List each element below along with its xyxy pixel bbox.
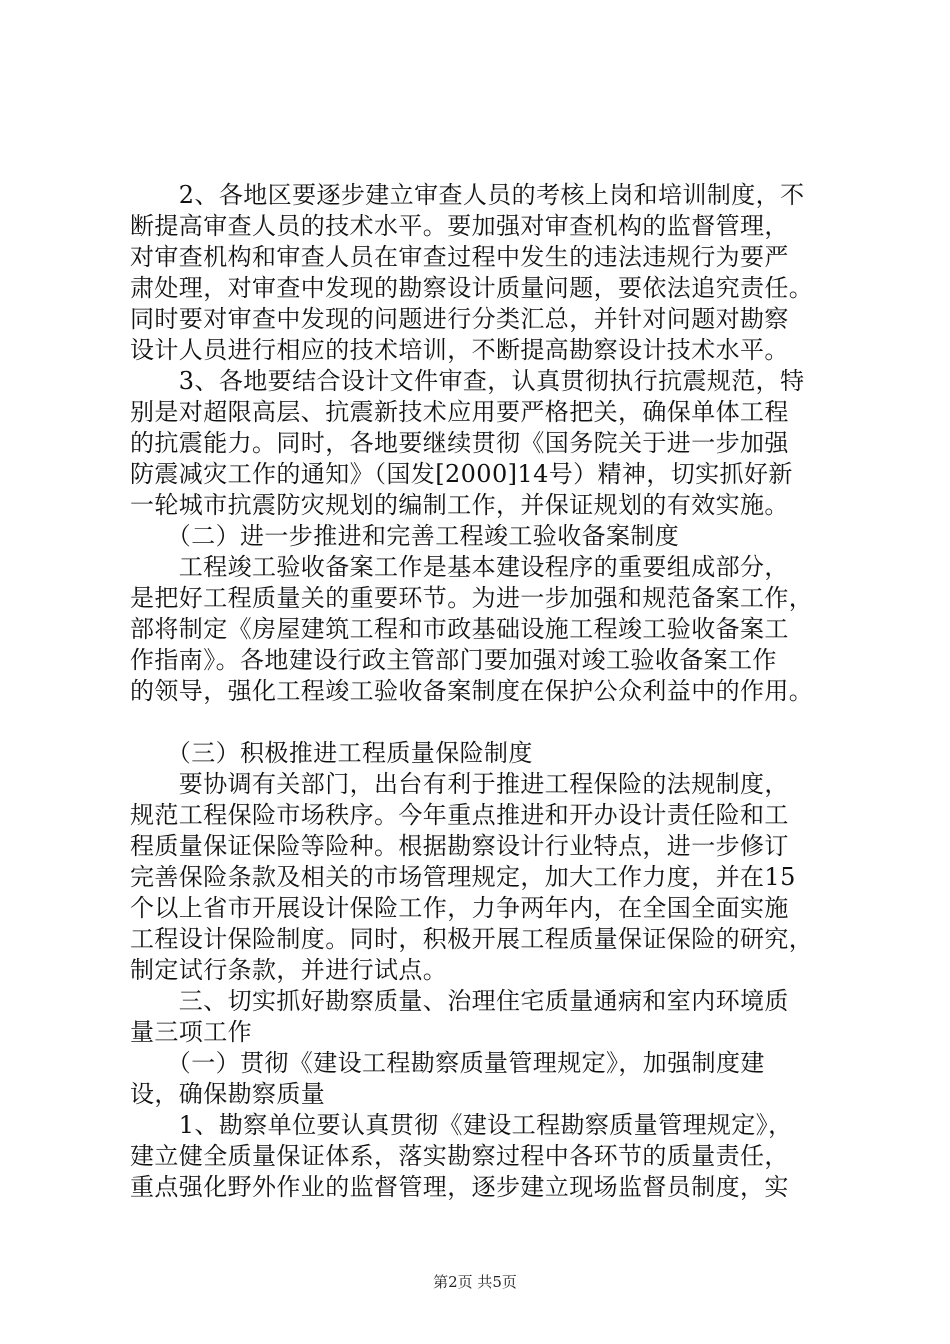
text-line: 肃处理，对审查中发现的勘察设计质量问题，要依法追究责任。 (130, 274, 814, 302)
text-line: 作指南》。各地建设行政主管部门要加强对竣工验收备案工作 (130, 646, 777, 674)
text-line: 2、各地区要逐步建立审查人员的考核上岗和培训制度，不 (130, 181, 805, 209)
text-line: 工程设计保险制度。同时，积极开展工程质量保证保险的研究， (130, 925, 814, 953)
text-line: 别是对超限高层、抗震新技术应用要严格把关，确保单体工程 (130, 398, 789, 426)
text-line: 对审查机构和审查人员在审查过程中发生的违法违规行为要严 (130, 243, 789, 271)
text-line: 三、切实抓好勘察质量、治理住宅质量通病和室内环境质 (130, 987, 789, 1015)
text-line: 量三项工作 (130, 1018, 252, 1046)
text-line: 一轮城市抗震防灾规划的编制工作，并保证规划的有效实施。 (130, 491, 789, 519)
text-line: 要协调有关部门，出台有利于推进工程保险的法规制度， (130, 770, 789, 798)
text-line: 设，确保勘察质量 (130, 1080, 326, 1108)
text-line: （三）积极推进工程质量保险制度 (130, 739, 533, 767)
text-line: 建立健全质量保证体系，落实勘察过程中各环节的质量责任， (130, 1142, 789, 1170)
text-line: 部将制定《房屋建筑工程和市政基础设施工程竣工验收备案工 (130, 615, 789, 643)
text-line: 的抗震能力。同时，各地要继续贯彻《国务院关于进一步加强 (130, 429, 789, 457)
text-line: 的领导，强化工程竣工验收备案制度在保护公众利益中的作用。 (130, 677, 814, 705)
text-line: 工程竣工验收备案工作是基本建设程序的重要组成部分， (130, 553, 789, 581)
text-line: 是把好工程质量关的重要环节。为进一步加强和规范备案工作， (130, 584, 814, 612)
text-line: 完善保险条款及相关的市场管理规定，加大工作力度，并在15 (130, 863, 796, 891)
text-line: 规范工程保险市场秩序。今年重点推进和开办设计责任险和工 (130, 801, 789, 829)
text-line: 同时要对审查中发现的问题进行分类汇总，并针对问题对勘察 (130, 305, 789, 333)
text-line: 制定试行条款，并进行试点。 (130, 956, 448, 984)
text-line: 个以上省市开展设计保险工作，力争两年内，在全国全面实施 (130, 894, 789, 922)
text-line: （二）进一步推进和完善工程竣工验收备案制度 (130, 522, 680, 550)
text-line: 1、勘察单位要认真贯彻《建设工程勘察质量管理规定》， (130, 1111, 793, 1139)
text-line: 设计人员进行相应的技术培训，不断提高勘察设计技术水平。 (130, 336, 789, 364)
text-line: 程质量保证保险等险种。根据勘察设计行业特点，进一步修订 (130, 832, 789, 860)
text-line: 防震减灾工作的通知》（国发[2000]14号）精神，切实抓好新 (130, 460, 793, 488)
text-line: 重点强化野外作业的监督管理，逐步建立现场监督员制度，实 (130, 1173, 789, 1201)
text-line: （一）贯彻《建设工程勘察质量管理规定》，加强制度建 (130, 1049, 765, 1077)
text-line: 断提高审查人员的技术水平。要加强对审查机构的监督管理， (130, 212, 789, 240)
text-line: 3、各地要结合设计文件审查，认真贯彻执行抗震规范，特 (130, 367, 805, 395)
page-footer: 第2页 共5页 (433, 1273, 517, 1291)
